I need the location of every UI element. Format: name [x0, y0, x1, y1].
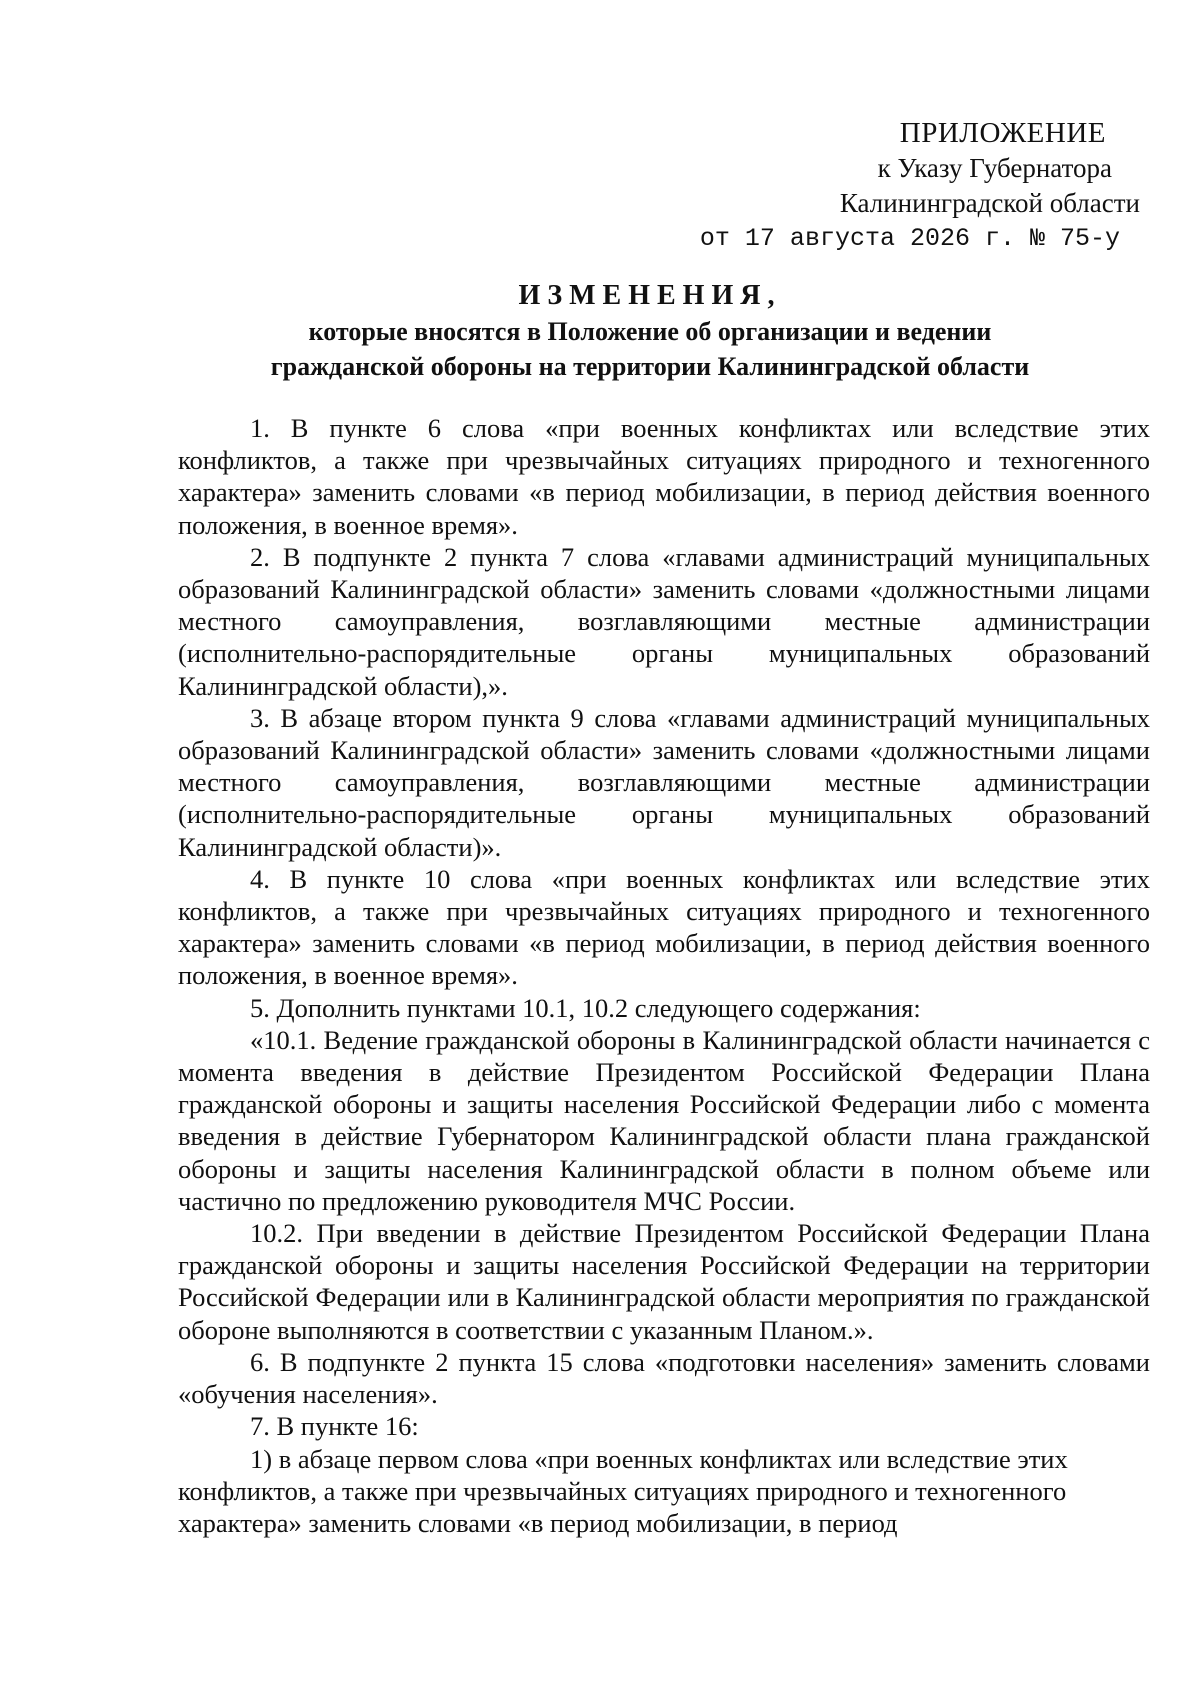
paragraph-6: 6. В подпункте 2 пункта 15 слова «подготовки населения» заменить словами «обучения населения».: [178, 1346, 1150, 1410]
paragraph-1: 1. В пункте 6 слова «при военных конфликтах или вследствие этих конфликтов, а также при чрезвычайных ситуациях природного и техногенного характера» заменить словами «в период мобилизации, в период действия военного положения, в военное время».: [178, 413, 1150, 540]
paragraph-10-1: «10.1. Ведение гражданской обороны в Калининградской области начинается с момента введения в действие Президентом Российской Федерации Плана гражданской обороны и защиты населения Российской Федерации либо с момента введения в действие Губернатором Калининградской области плана гражданской обороны и защиты населения Калининградской области в полном объеме или частично по предложению руководителя МЧС России.: [178, 1024, 1150, 1216]
appendix-header: [0, 116, 1140, 256]
heading-title: ИЗМЕНЕНИЯ,: [518, 280, 782, 311]
paragraph-5: 5. Дополнить пунктами 10.1, 10.2 следующего содержания:: [250, 992, 921, 1023]
appendix-to-line: к Указу Губернатора: [877, 153, 1112, 183]
heading-subtitle-line-2: гражданской обороны на территории Калининградской области: [270, 352, 1030, 381]
paragraph-2: 2. В подпункте 2 пункта 7 слова «главами администраций муниципальных образований Калининградской области» заменить словами «должностными лицами местного самоуправления, возглавляющими местные администрации (исполнительно-распорядительные органы муниципальных образований Калининградской области),».: [178, 541, 1150, 701]
appendix-region-line: Калининградской области: [839, 188, 1140, 218]
appendix-title: ПРИЛОЖЕНИЕ: [899, 117, 1106, 149]
paragraph-10-2: 10.2. При введении в действие Президентом Российской Федерации Плана гражданской обороны и защиты населения Российской Федерации на территории Российской Федерации или в Калининградской области мероприятия по гражданской обороне выполняются в соответствии с указанным Планом.».: [178, 1218, 1150, 1345]
paragraph-7: 7. В пункте 16:: [250, 1411, 419, 1442]
appendix-date-line: от 17 августа 2026 г. № 75-у: [699, 224, 1120, 253]
document-heading: [160, 278, 1140, 384]
paragraph-7-subitem-1: 1) в абзаце первом слова «при военных конфликтах или вследствие этих конфликтов, а также при чрезвычайных ситуациях природного и техногенного характера» заменить словами «в период мобилизации, в период: [178, 1443, 1068, 1538]
paragraph-4: 4. В пункте 10 слова «при военных конфликтах или вследствие этих конфликтов, а также при чрезвычайных ситуациях природного и техногенного характера» заменить словами «в период мобилизации, в период действия военного положения, в военное время».: [178, 863, 1150, 991]
paragraph-3: 3. В абзаце втором пункта 9 слова «главами администраций муниципальных образований Калининградской области» заменить словами «должностными лицами местного самоуправления, возглавляющими местные администрации (исполнительно-распорядительные органы муниципальных образований Калининградской области)».: [178, 702, 1150, 862]
heading-subtitle-line-1: которые вносятся в Положение об организации и ведении: [308, 317, 992, 346]
document-body: [178, 412, 1150, 1539]
